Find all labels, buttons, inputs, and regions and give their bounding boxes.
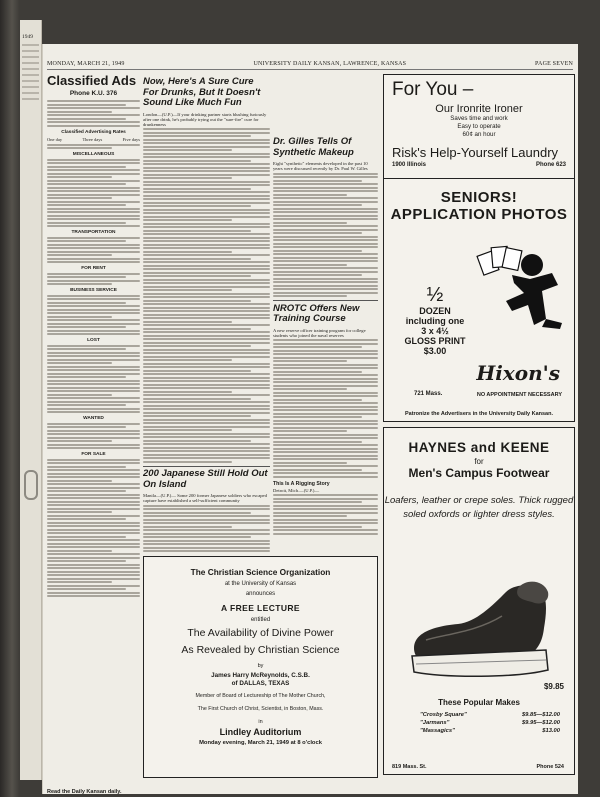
ironrite-line-1: Saves time and work [450, 115, 508, 122]
ironrite-product: Our Ironrite Ironer [435, 103, 523, 115]
header-paper: UNIVERSITY DAILY KANSAN, LAWRENCE, KANSAS [253, 61, 407, 67]
photos-gloss: GLOSS PRINT [404, 336, 466, 346]
lecture-member-1: Member of Board of Lectureship of The Mother Church, [195, 693, 326, 699]
previous-page-edge [20, 20, 42, 780]
article-nrotc-lead: A new reserve officer training program for college students who joined the naval reserves [273, 327, 366, 338]
lecture-member-2: The First Church of Christ, Scientist, in Boston, Mass. [197, 706, 324, 712]
photos-dozen: DOZEN [419, 306, 451, 316]
ironrite-address: 1900 Illinois [392, 162, 427, 168]
make-name: "Jarmans" [420, 720, 450, 726]
headline-japanese: 200 Japanese Still Hold Out On Island [143, 468, 268, 490]
make-price: $9.95—$12.00 [521, 720, 560, 726]
classified-column [47, 74, 140, 784]
haynes-makes-list [420, 711, 560, 735]
haynes-popular: These Popular Makes [438, 698, 520, 707]
page-header [47, 61, 573, 70]
section-wanted: WANTED [83, 416, 104, 421]
ironrite-store: Risk's Help-Yourself Laundry [392, 145, 559, 160]
lecture-venue: Lindley Auditorium [219, 727, 302, 737]
section-for-rent: FOR RENT [81, 266, 106, 271]
headline-nrotc: NROTC Offers New Training Course [273, 302, 360, 325]
haynes-description: Loafers, leather or crepe soles. Thick rugged soled oxfords or lighter dress styles. [384, 495, 574, 520]
classified-footer: Read the Daily Kansan daily. [47, 789, 122, 795]
news-column-right [273, 74, 378, 554]
photos-address: 721 Mass. [414, 391, 443, 397]
haynes-price: $9.85 [543, 682, 564, 691]
classified-phone: Phone K.U. 376 [69, 90, 118, 97]
make-name: "Massagics" [420, 728, 455, 734]
make-row [420, 727, 560, 735]
lecture-entitled: entitled [250, 617, 271, 623]
patronize-note: Patronize the Advertisers in the University Daily Kansan. [404, 411, 554, 417]
photos-size: 3 x 4½ [421, 326, 449, 336]
book-binding [0, 0, 20, 797]
rates-table [47, 137, 140, 142]
lecture-speaker: James Harry McReynolds, C.S.B. [211, 672, 310, 679]
lecture-ad [143, 556, 378, 778]
make-row [420, 719, 560, 727]
section-lost: LOST [87, 338, 100, 343]
haynes-subtitle: Men's Campus Footwear [408, 466, 550, 480]
ironrite-line-2: Easy to operate [457, 123, 501, 130]
haynes-for: for [474, 457, 484, 466]
article-drunks-lead: London—(U.P.)—If your drinking partner starts blushing furiously after one drink, he's probably trying out the "sure-fire" cure for drunkenness [143, 111, 267, 127]
photos-title-1: SENIORS! [440, 189, 518, 206]
haynes-phone: Phone 524 [536, 764, 564, 770]
haynes-address: 819 Mass. St. [392, 764, 427, 770]
make-row [420, 711, 560, 719]
ironrite-line-3: 60¢ an hour [462, 131, 496, 138]
photos-appointment: NO APPOINTMENT NECESSARY [476, 392, 562, 398]
section-for-sale: FOR SALE [81, 452, 106, 457]
ironrite-ad [383, 74, 575, 192]
headline-gilles: Dr. Gilles Tells Of Synthetic Makeup [273, 136, 354, 158]
lecture-time: Monday evening, March 21, 1949 at 8 o'clock [199, 740, 322, 746]
binder-clip [24, 470, 38, 500]
rates-heading: Classified Advertising Rates [61, 129, 126, 135]
rates-col-1: One day [47, 136, 63, 142]
classified-title: Classified Ads [47, 74, 137, 88]
photos-including: including one [405, 316, 465, 326]
header-page: PAGE SEVEN [535, 61, 573, 67]
haynes-title: HAYNES and KEENE [408, 440, 550, 455]
lecture-at: at the University of Kansas [224, 581, 297, 587]
photos-fraction: ½ [426, 284, 444, 306]
article-japanese-lead: Manila—(U.P.)— Some 200 former Japanese soldiers who escaped capture have established a self-sufficient community [143, 493, 267, 504]
ironrite-for-you: For You – [392, 79, 474, 100]
lecture-topic-1: The Availability of Divine Power [187, 627, 334, 639]
make-price: $13.00 [542, 728, 560, 734]
hixons-logo: Hixon's [476, 361, 560, 385]
headline-drunks: Now, Here's A Sure Cure For Drunks, But It Doesn't Sound Like Much Fun [143, 76, 261, 108]
article-gilles-lead: Eight "synthetic" elements developed in the past 10 years were discussed recently by Dr. Paul W. Gilles [273, 161, 368, 171]
shoe-illustration [406, 566, 556, 686]
lecture-free: A FREE LECTURE [221, 603, 300, 613]
application-photos-ad [383, 178, 575, 422]
section-transportation: TRANSPORTATION [71, 230, 116, 235]
haynes-keene-ad [383, 427, 575, 775]
section-misc: MISCELLANEOUS [72, 152, 115, 157]
photos-title-2: APPLICATION PHOTOS [390, 206, 568, 223]
make-name: "Crosby Square" [420, 712, 467, 718]
photos-price: $3.00 [423, 346, 447, 356]
ironrite-phone: Phone 623 [535, 162, 566, 168]
lecture-by: by [257, 663, 264, 669]
photos-offer [390, 284, 480, 356]
subhead-rigging: This Is A Rigging Story [273, 480, 330, 487]
previous-page-number: 1949 [22, 34, 33, 40]
lecture-speaker-city: of DALLAS, TEXAS [231, 680, 290, 687]
header-date: MONDAY, MARCH 21, 1949 [47, 61, 125, 67]
rates-col-3: Five days [122, 136, 140, 142]
section-business-service: BUSINESS SERVICE [70, 288, 117, 293]
lecture-announces: announces [245, 591, 276, 597]
lecture-org: The Christian Science Organization [190, 567, 331, 577]
news-column-left [143, 74, 270, 554]
make-price: $9.85—$12.00 [521, 712, 560, 718]
article-rigging-lead: Detroit, Mich.—(U.P.)— [273, 487, 320, 493]
newspaper-page [42, 44, 578, 794]
lecture-topic-2: As Revealed by Christian Science [181, 644, 340, 656]
rates-col-2: Three days [82, 136, 103, 142]
lecture-in: in [258, 719, 263, 725]
man-with-photos-illustration [472, 239, 568, 331]
